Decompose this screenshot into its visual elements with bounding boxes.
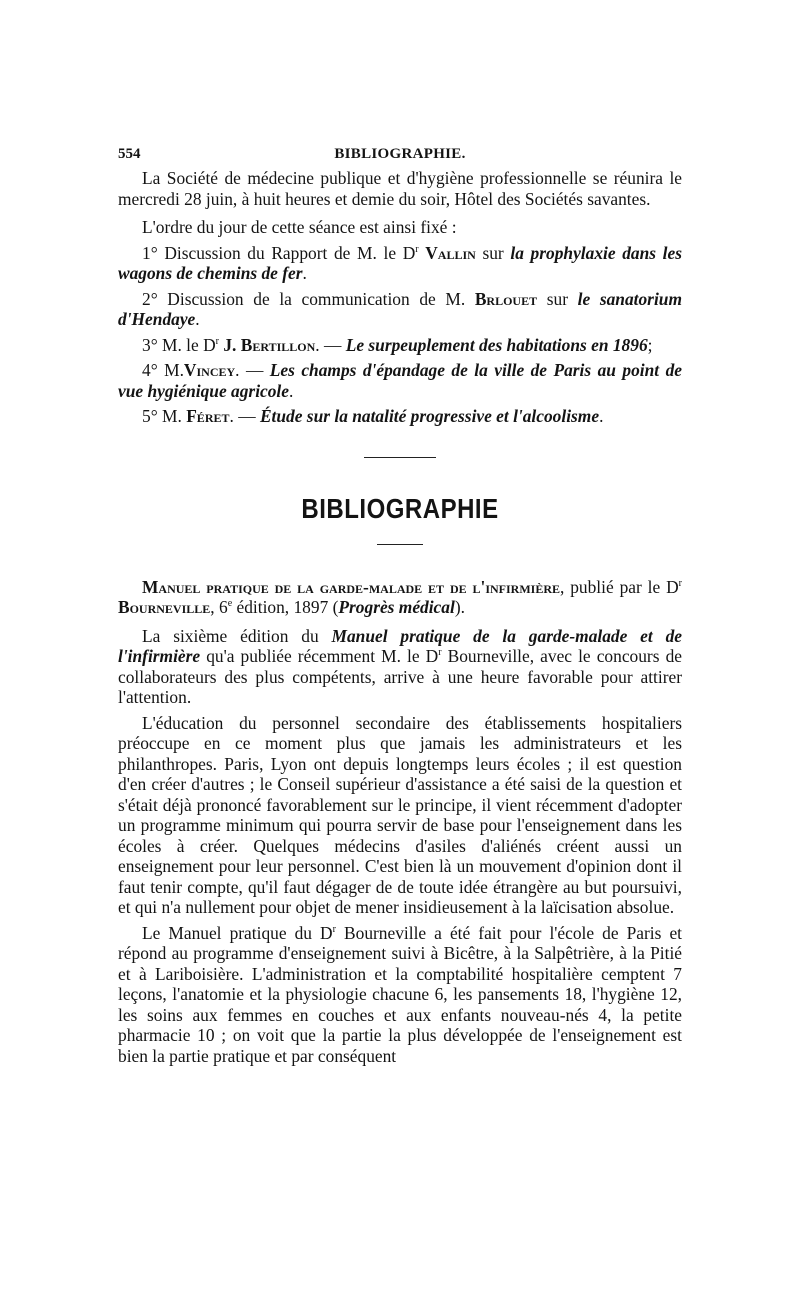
agenda-item: 4° M.Vincey. — Les champs d'épandage de la ville de Paris au point de vue hygiénique agricole. bbox=[118, 360, 682, 401]
section-divider bbox=[364, 457, 436, 458]
agenda-intro: L'ordre du jour de cette séance est ainsi fixé : bbox=[142, 217, 457, 237]
running-header bbox=[118, 142, 682, 168]
page-number: 554 bbox=[118, 146, 141, 162]
author-name: Brlouet bbox=[474, 288, 538, 309]
work-title: la prophylaxie dans les wagons de chemins de fer bbox=[118, 242, 682, 283]
page-content bbox=[118, 142, 682, 1066]
title-underline bbox=[377, 544, 423, 545]
section-title: BIBLIOGRAPHIE bbox=[301, 493, 499, 525]
agenda-item: 3° M. le $D^r$ J. Bertillon. — Le surpeuplement des habitations en 1896; bbox=[142, 334, 653, 355]
agenda-item: 5° M. Féret. — Étude sur la natalité progressive et l'alcoolisme. bbox=[142, 406, 604, 426]
review-paragraph: Le Manuel pratique du $D^r$ Bourneville a été fait pour l'école de Paris et répond au programme d'enseignement suivi à Bicêtre, à la Salpêtrière, à la Pitié et à Lariboisière. L'administration et la comptabilité hospitalière cemptent 7 leçons, l'anatomie et la physiologie chacune 6, les pansements 18, l'hygiène 12, les soins aux femmes en couches et aux enfants nouveau-nés 4, la petite pharmacie 10 ; on voit que la partie la plus développée de l'enseignement est bien la partie pratique et par conséquent bbox=[118, 922, 682, 1066]
agenda-item: 2° Discussion de la communication de M. Brlouet sur le sanatorium d'Hendaye. bbox=[118, 288, 682, 329]
author-name: Vincey bbox=[183, 360, 236, 380]
work-title: Les champs d'épandage de la ville de Paris au point de vue hygiénique agricole bbox=[118, 360, 682, 401]
author-name: Vallin bbox=[425, 242, 476, 263]
agenda-list bbox=[118, 243, 682, 427]
review-paragraph: L'éducation du personnel secondaire des établissements hospitaliers préoccupe en ce moment plus que jamais les administrateurs et les philanthropes. Paris, Lyon ont depuis longtemps leurs écoles ; il est question d'en créer d'autres ; le Conseil supérieur d'assistance a été saisi de la question et s'était déjà prononcé favorablement sur le principe, il vient récemment d'adopter un programme minimum qui pourra servir de base pour l'enseignement dans les écoles à créer. Quelques médecins d'asiles d'aliénés créent aussi un enseignement pour leur personnel. C'est bien là un mouvement d'opinion dont il faut tenir compte, qu'il faut dégager de de toute idée étrangère au but poursuivi, et qui n'a nullement pour objet de mener insidieusement à la laïcisation absolue. bbox=[118, 712, 682, 917]
author-name: Féret bbox=[186, 406, 230, 426]
work-title: le sanatorium d'Hendaye bbox=[118, 288, 682, 329]
agenda-item: 1° Discussion du Rapport de M. le $D^r$ Vallin sur la prophylaxie dans les wagons de chemins de fer. bbox=[118, 242, 682, 283]
review-paragraph: La sixième édition du Manuel pratique de la garde-malade et de l'infirmière qu'a publiée récemment M. le $D^r$ Bourneville, avec le concours de collaborateurs des plus compétents, arrive à une heure favorable pour attirer l'attention. bbox=[118, 625, 682, 707]
work-title: Le surpeuplement des habitations en 1896 bbox=[345, 334, 648, 355]
running-title: BIBLIOGRAPHIE. bbox=[334, 146, 466, 162]
book-entry: Manuel pratique de la garde-malade et de l'infirmière, publié par le $D^r$ Bourneville, 6e édition, 1897 (Progrès médical). bbox=[118, 576, 682, 617]
book-author: Bourneville bbox=[118, 597, 211, 617]
work-title: Étude sur la natalité progressive et l'alcoolisme bbox=[259, 406, 600, 426]
author-name: J. Bertillon bbox=[223, 334, 316, 355]
meeting-announcement: La Société de médecine publique et d'hygiène professionnelle se réunira le mercredi 28 juin, à huit heures et demie du soir, Hôtel des Sociétés savantes. bbox=[118, 168, 682, 209]
publisher: Progrès médical bbox=[338, 597, 455, 617]
book-title: Manuel pratique de la garde-malade et de l'infirmière bbox=[142, 576, 560, 597]
